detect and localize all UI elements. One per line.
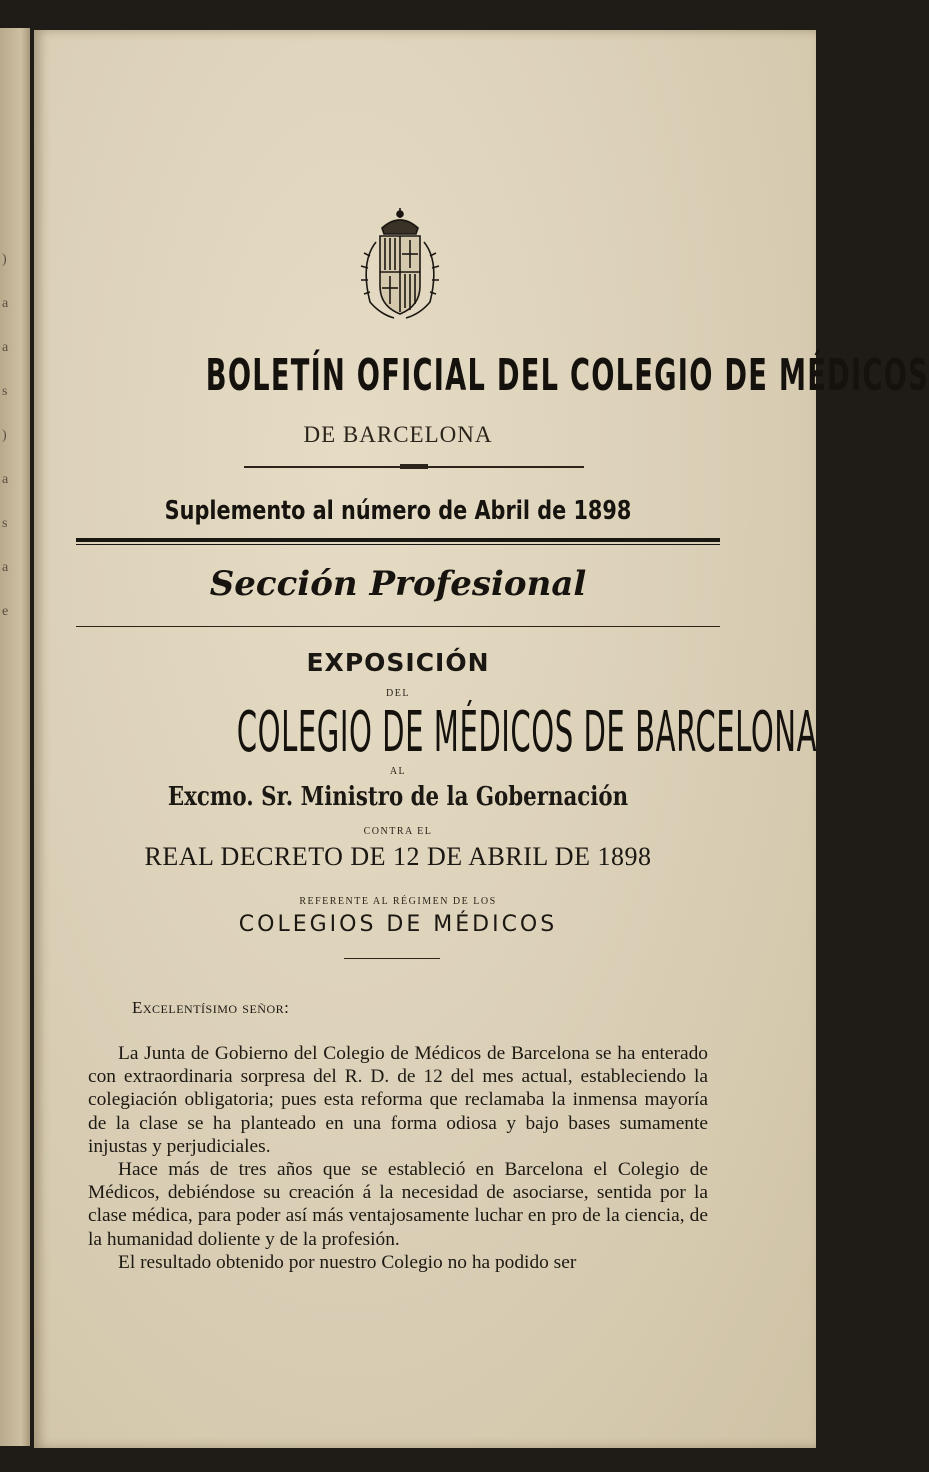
document-page — [34, 30, 929, 1448]
section-heading: Sección Profesional — [209, 564, 587, 604]
short-divider — [344, 958, 440, 959]
paragraph: El resultado obtenido por nuestro Colegio no ha podido ser — [118, 1251, 577, 1273]
margin-mark: e — [2, 604, 9, 619]
margin-mark: ) — [2, 428, 7, 443]
margin-mark: a — [2, 472, 9, 487]
subject-line: COLEGIOS DE MÉDICOS — [238, 912, 558, 937]
margin-mark: ) — [2, 252, 7, 267]
exposition-heading: EXPOSICIÓN — [306, 648, 490, 677]
margin-mark: a — [2, 296, 9, 311]
bulletin-title: BOLETÍN OFICIAL DEL COLEGIO DE MÉDICOS — [205, 350, 929, 401]
supplement-line: Suplemento al número de Abril de 1898 — [164, 496, 632, 526]
salutation: Excelentísimo señor: — [132, 998, 290, 1017]
body-text — [88, 1042, 708, 1274]
section-divider — [76, 538, 720, 542]
connector-referente: REFERENTE AL RÉGIMEN DE LOS — [299, 896, 497, 907]
institution-name: COLEGIO DE MÉDICOS DE BARCELONA — [236, 700, 818, 765]
connector-al: AL — [389, 766, 407, 777]
paragraph: La Junta de Gobierno del Colegio de Médicos de Barcelona se ha enterado con extraordinaria sorpresa del R. D. de 12 del mes actual, estableciendo la colegiación obligatoria; pues esta reforma que reclamaba la inmensa mayoría de la clase se ha planteado en una forma odiosa y bajo bases sumamente injustas y perjudiciales. — [88, 1043, 708, 1157]
bulletin-subtitle: DE BARCELONA — [303, 422, 493, 447]
paragraph: Hace más de tres años que se estableció en Barcelona el Colegio de Médicos, debiéndose su creación á la necesidad de asociarse, sentida por la clase médica, para poder así más ventajosamente luchar en pro de la ciencia, de la humanidad doliente y de la profesión. — [88, 1159, 708, 1250]
addressee-line: Excmo. Sr. Ministro de la Gobernación — [167, 782, 629, 812]
coat-of-arms-icon — [352, 206, 448, 324]
margin-mark: a — [2, 340, 9, 355]
margin-mark: a — [2, 560, 9, 575]
connector-contra: CONTRA EL — [363, 826, 433, 837]
decree-line: REAL DECRETO DE 12 DE ABRIL DE 1898 — [144, 842, 652, 871]
margin-mark: s — [2, 516, 8, 531]
adjacent-page-edge — [0, 28, 30, 1446]
section-rule — [76, 626, 720, 627]
adjacent-page-marks — [2, 238, 28, 634]
connector-del: DEL — [386, 688, 410, 699]
ornamental-divider — [244, 466, 584, 468]
margin-mark: s — [2, 384, 8, 399]
